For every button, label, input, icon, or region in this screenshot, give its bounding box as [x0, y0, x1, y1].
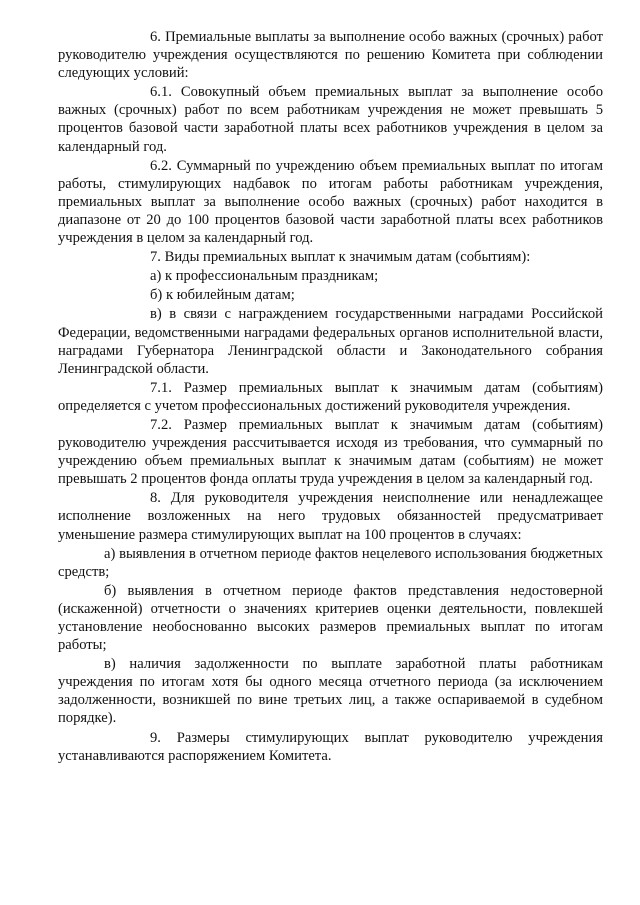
paragraph-9 [58, 729, 603, 765]
paragraph-text: Размер премиальных выплат к значимым датам (событиям) руководителю учреждения рассчитывается исходя из требования, что суммарный по учреждению объем премиальных выплат к значимым датам (событиям) не может превышать 2 процентов фонда оплаты труда учреждения в целом за календарный год. [58, 416, 603, 488]
paragraph-6-2 [58, 157, 603, 247]
paragraph-6-1 [58, 83, 603, 155]
paragraph-text: к юбилейным датам; [165, 287, 295, 304]
paragraph-6 [58, 28, 603, 82]
paragraph-text: Для руководителя учреждения неисполнение или ненадлежащее исполнение возложенных на него трудовых обязанностей предусматривает уменьшение размера стимулирующих выплат на 100 процентов в случаях: [58, 490, 604, 543]
paragraph-text: Премиальные выплаты за выполнение особо важных (срочных) работ руководителю учреждения осуществляются по решению Комитета при соблюдении следующих условий: [58, 29, 603, 82]
paragraph-number: 7.1. [150, 379, 172, 396]
paragraph-text: Совокупный объем премиальных выплат за выполнение особо важных (срочных) работ по всем работникам учреждения не может превышать 5 процентов базовой части заработной платы всех работников учреждения в целом за календарный год. [58, 84, 603, 155]
paragraph-text: Виды премиальных выплат к значимым датам (событиям): [164, 249, 531, 266]
paragraph-number: 6.2. [150, 157, 172, 174]
paragraph-8-b [58, 582, 603, 654]
paragraph-text: наличия задолженности по выплате заработной платы работникам учреждения по итогам хотя бы одного месяца отчетного периода (за исключением задолженности, возникшей по вине третьих лиц, а также оспариваемой в судебном порядке). [58, 656, 603, 727]
document-body [58, 28, 603, 766]
paragraph-7-1 [58, 379, 603, 415]
paragraph-number: в) [150, 306, 162, 323]
paragraph-number: 6.1. [150, 84, 172, 101]
paragraph-text: в связи с награждением государственными наградами Российской Федерации, ведомственными наградами федеральных органов исполнительной власти, наградами Губернатора Ленинградской области и Законодательного собрания Ленинградской области. [58, 306, 603, 377]
paragraph-7-2 [58, 416, 603, 488]
paragraph-8-a [58, 545, 603, 581]
paragraph-number: 8. [150, 490, 161, 507]
paragraph-text: к профессиональным праздникам; [165, 268, 379, 285]
paragraph-7 [58, 248, 603, 266]
paragraph-number: 7.2. [150, 416, 172, 433]
paragraph-7-b [58, 286, 603, 304]
paragraph-text: выявления в отчетном периоде фактов нецелевого использования бюджетных средств; [58, 545, 603, 580]
paragraph-number: в) [104, 656, 116, 673]
paragraph-7-a [58, 267, 603, 285]
paragraph-7-v [58, 305, 603, 377]
paragraph-number: а) [150, 268, 162, 285]
paragraph-number: 6. [150, 29, 161, 45]
paragraph-text: выявления в отчетном периоде фактов представления недостоверной (искаженной) отчетности о значениях критериев оценки деятельности, повлекшей установление необоснованно высоких размеров премиальных выплат по итогам работы; [58, 582, 603, 654]
paragraph-8 [58, 489, 603, 543]
paragraph-text: Размеры стимулирующих выплат руководителю учреждения устанавливаются распоряжением Комитета. [58, 729, 603, 764]
paragraph-8-v [58, 655, 603, 727]
paragraph-number: 7. [150, 249, 161, 266]
paragraph-number: б) [150, 287, 163, 304]
paragraph-text: Размер премиальных выплат к значимым датам (событиям) определяется с учетом профессиональных достижений руководителя учреждения. [58, 379, 603, 414]
paragraph-number: б) [104, 582, 117, 599]
paragraph-number: 9. [150, 729, 161, 746]
paragraph-text: Суммарный по учреждению объем премиальных выплат по итогам работы, стимулирующих надбавок по итогам работы работникам учреждения, премиальных выплат за выполнение особо важных (срочных) работ находится в диапазоне от 20 до 100 процентов базовой части заработной платы всех работников учреждения в целом за календарный год. [58, 157, 603, 247]
paragraph-number: а) [104, 545, 116, 562]
